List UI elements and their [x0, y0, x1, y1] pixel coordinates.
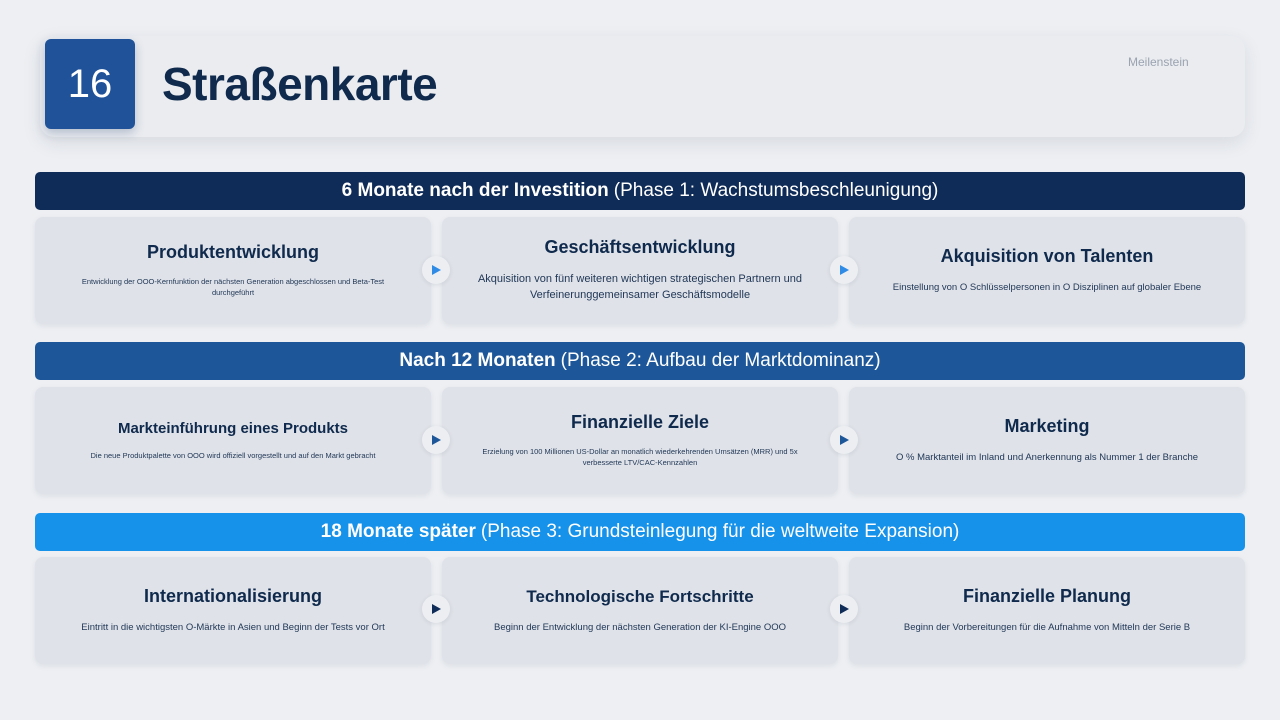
card-title: Produktentwicklung	[146, 242, 319, 263]
phase-3-bar	[35, 513, 1245, 551]
card-internationalisierung	[35, 557, 431, 664]
card-finanzielle-ziele	[442, 387, 838, 494]
card-title: Technologische Fortschritte	[526, 586, 754, 606]
phase-2-sublabel: (Phase 2: Aufbau der Marktdominanz)	[560, 350, 881, 371]
phase-2-bar	[35, 342, 1245, 380]
card-description: Einstellung von O Schlüsselpersonen in O Disziplinen auf globaler Ebene	[892, 282, 1202, 294]
card-akquisition-talenten	[849, 217, 1245, 324]
card-description: Erzielung von 100 Millionen US-Dollar an monatlich wiederkehrenden Umsätzen (MRR) und 5x verbesserte LTV/CAC-Kennzahlen	[482, 447, 798, 467]
slide-number-badge: 16	[45, 39, 135, 129]
play-arrow-icon	[830, 595, 858, 623]
play-arrow-icon	[422, 595, 450, 623]
card-description: Akquisition von fünf weiteren wichtigen strategischen Partnern und Verfeinerunggemeinsamer Geschäftsmodelle	[477, 273, 803, 301]
card-title: Akquisition von Talenten	[940, 246, 1154, 267]
card-technologische-fortschritte	[442, 557, 838, 664]
card-description: Entwicklung der OOO-Kernfunktion der nächsten Generation abgeschlossen und Beta-Test durchgeführt	[81, 277, 385, 297]
phase-3-label: 18 Monate später	[320, 521, 476, 542]
card-description: O % Marktanteil im Inland und Anerkennung als Nummer 1 der Branche	[895, 452, 1199, 464]
phase-1-sublabel: (Phase 1: Wachstumsbeschleunigung)	[613, 180, 939, 201]
card-description: Beginn der Vorbereitungen für die Aufnahme von Mitteln der Serie B	[903, 622, 1191, 634]
card-title: Markteinführung eines Produkts	[117, 419, 349, 437]
play-arrow-icon	[830, 426, 858, 454]
page-title: Straßenkarte	[162, 58, 438, 110]
phase-1-label: 6 Monate nach der Investition	[341, 180, 609, 201]
card-title: Internationalisierung	[143, 586, 323, 607]
card-title: Finanzielle Ziele	[570, 412, 710, 433]
card-marketing	[849, 387, 1245, 494]
milestone-label: Meilenstein	[1128, 55, 1189, 69]
card-description: Beginn der Entwicklung der nächsten Generation der KI-Engine OOO	[493, 621, 787, 633]
play-arrow-icon	[422, 256, 450, 284]
card-title: Geschäftsentwicklung	[544, 237, 736, 258]
card-title: Marketing	[1004, 416, 1090, 437]
card-description: Eintritt in die wichtigsten O-Märkte in Asien und Beginn der Tests vor Ort	[81, 622, 385, 634]
phase-2-label: Nach 12 Monaten	[399, 350, 556, 371]
play-arrow-icon	[422, 426, 450, 454]
card-finanzielle-planung	[849, 557, 1245, 664]
phase-3-sublabel: (Phase 3: Grundsteinlegung für die weltweite Expansion)	[480, 521, 960, 542]
card-title: Finanzielle Planung	[962, 586, 1132, 607]
play-arrow-icon	[830, 256, 858, 284]
card-geschaeftsentwicklung	[442, 217, 838, 324]
card-produktentwicklung	[35, 217, 431, 324]
phase-1-bar	[35, 172, 1245, 210]
card-description: Die neue Produktpalette von OOO wird offiziell vorgestellt und auf den Markt gebracht	[90, 450, 376, 460]
card-markteinfuehrung	[35, 387, 431, 494]
